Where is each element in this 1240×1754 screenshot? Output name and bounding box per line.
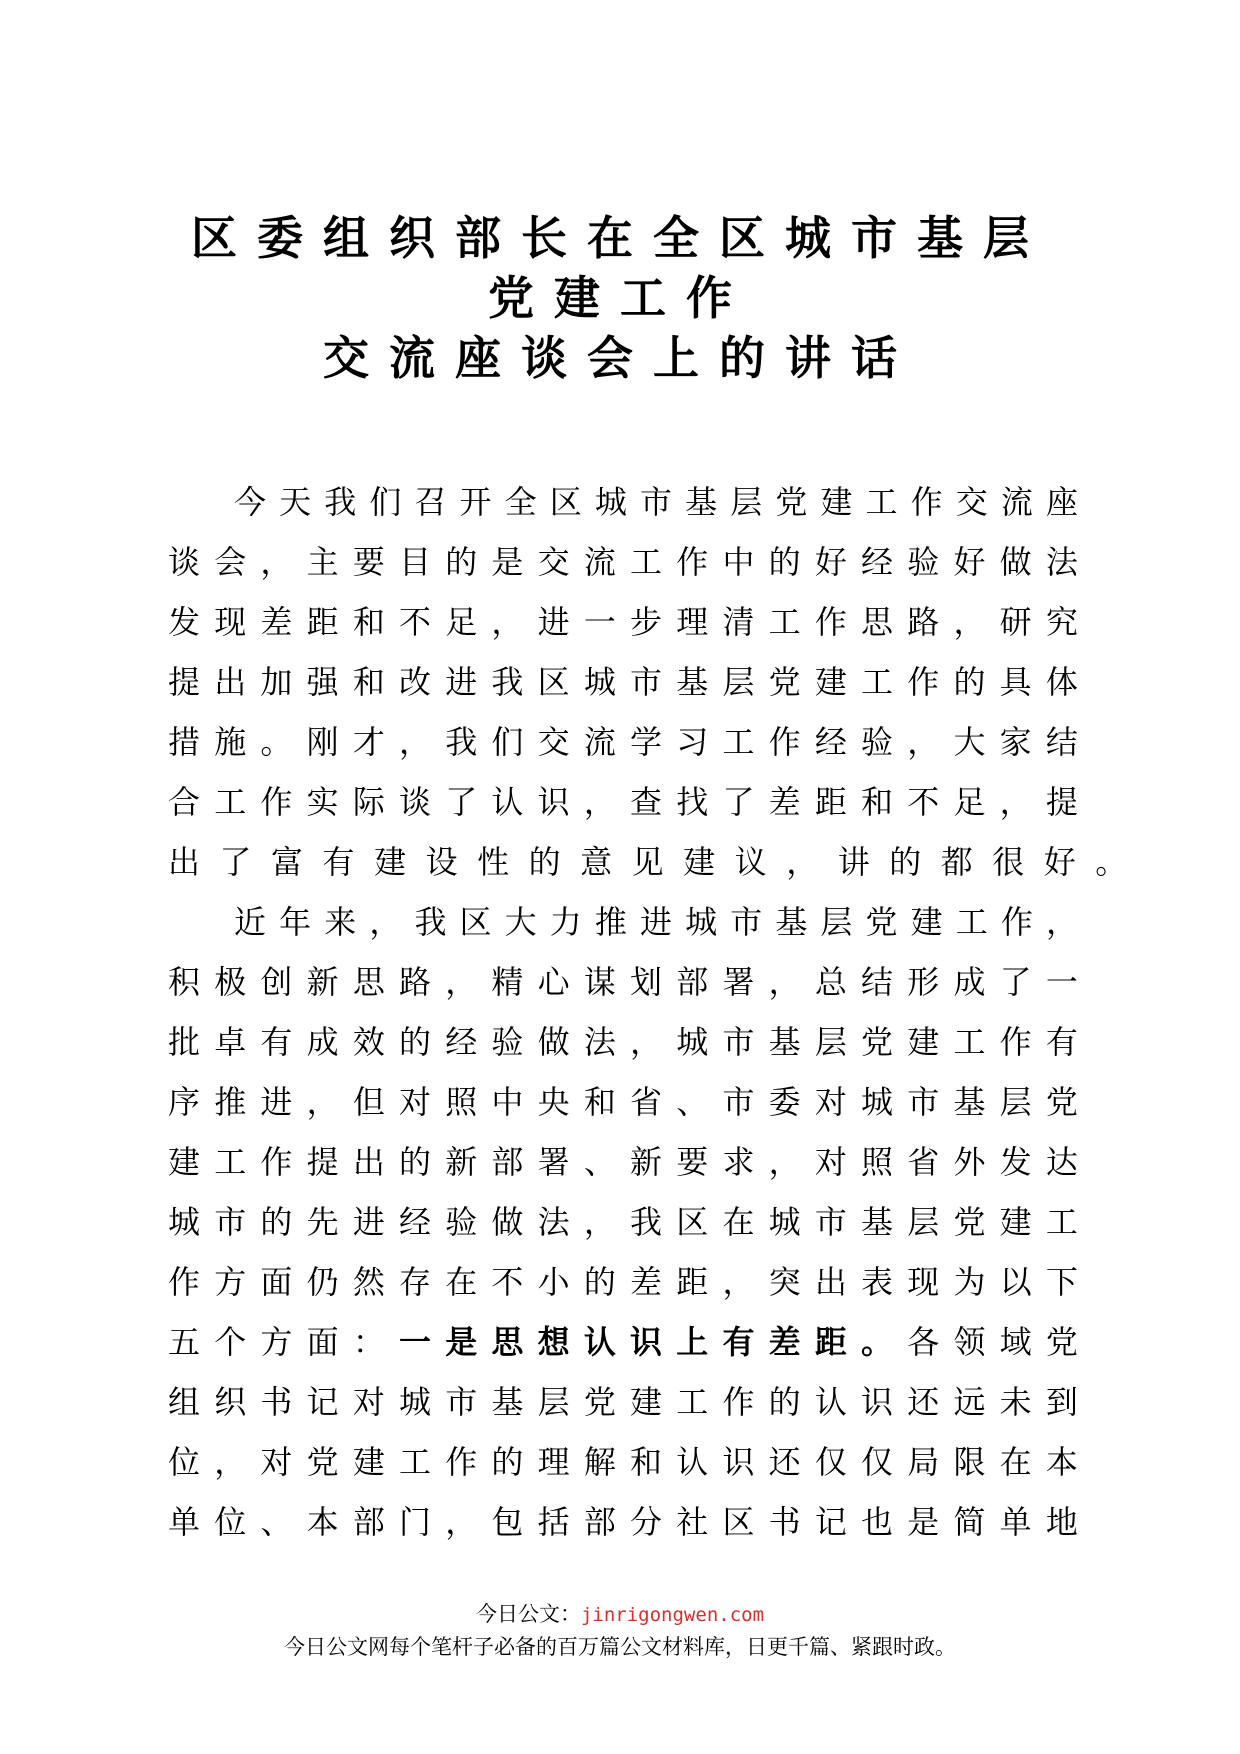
text-line: 措 施 。 刚 才 ， 我 们 交 流 学 习 工 作 经 验 ， 大 家 结 bbox=[168, 723, 1078, 761]
text-line: 位 ， 对 党 建 工 作 的 理 解 和 认 识 还 仅 仅 局 限 在 本 bbox=[168, 1443, 1078, 1481]
text-line: 出 了 富 有 建 设 性 的 意 见 建 议 ， 讲 的 都 很 好 。 bbox=[168, 843, 1128, 881]
text-line: 五 个 方 面 ： 一 是 思 想 认 识 上 有 差 距 。 各 领 域 党 bbox=[168, 1323, 1078, 1361]
text-line: 发 现 差 距 和 不 足 ， 进 一 步 理 清 工 作 思 路 ， 研 究 bbox=[168, 603, 1078, 641]
footer-slogan: 今日公文网每个笔杆子必备的百万篇公文材料库，日更千篇、紧跟时政。 bbox=[284, 1635, 956, 1659]
text-line: 城 市 的 先 进 经 验 做 法 ， 我 区 在 城 市 基 层 党 建 工 bbox=[168, 1203, 1078, 1241]
text-line: 批 卓 有 成 效 的 经 验 做 法 ， 城 市 基 层 党 建 工 作 有 bbox=[168, 1023, 1078, 1061]
text-line: 组 织 书 记 对 城 市 基 层 党 建 工 作 的 认 识 还 远 未 到 bbox=[168, 1383, 1078, 1421]
text-line: 积 极 创 新 思 路 ， 精 心 谋 划 部 署 ， 总 结 形 成 了 一 bbox=[168, 963, 1078, 1001]
text-line: 序 推 进 ， 但 对 照 中 央 和 省 、 市 委 对 城 市 基 层 党 bbox=[168, 1083, 1078, 1121]
text-line: 近 年 来 ， 我 区 大 力 推 进 城 市 基 层 党 建 工 作 ， bbox=[234, 903, 1078, 941]
text-line: 谈 会 ， 主 要 目 的 是 交 流 工 作 中 的 好 经 验 好 做 法 bbox=[168, 543, 1078, 581]
text-line: 今 天 我 们 召 开 全 区 城 市 基 层 党 建 工 作 交 流 座 bbox=[234, 483, 1078, 521]
text-line: 提 出 加 强 和 改 进 我 区 城 市 基 层 党 建 工 作 的 具 体 bbox=[168, 663, 1078, 701]
footer-site-link[interactable]: jinrigongwen.com bbox=[580, 1604, 765, 1626]
title-line: 党建工作 bbox=[488, 271, 752, 325]
text-line: 建 工 作 提 出 的 新 部 署 、 新 要 求 ， 对 照 省 外 发 达 bbox=[168, 1143, 1078, 1181]
title-line: 交流座谈会上的讲话 bbox=[323, 331, 917, 385]
text-line: 合 工 作 实 际 谈 了 认 识 ， 查 找 了 差 距 和 不 足 ， 提 bbox=[168, 783, 1078, 821]
footer-source bbox=[0, 1598, 1240, 1631]
document-body bbox=[168, 470, 1128, 1550]
footer bbox=[0, 1598, 1240, 1663]
document-title bbox=[150, 208, 1090, 388]
text-line: 作 方 面 仍 然 存 在 不 小 的 差 距 ， 突 出 表 现 为 以 下 bbox=[168, 1263, 1078, 1301]
text-line: 单 位 、 本 部 门 ， 包 括 部 分 社 区 书 记 也 是 简 单 地 bbox=[168, 1503, 1078, 1541]
footer-label: 今日公文： bbox=[475, 1602, 581, 1626]
title-line: 区委组织部长在全区城市基层 bbox=[191, 211, 1049, 265]
